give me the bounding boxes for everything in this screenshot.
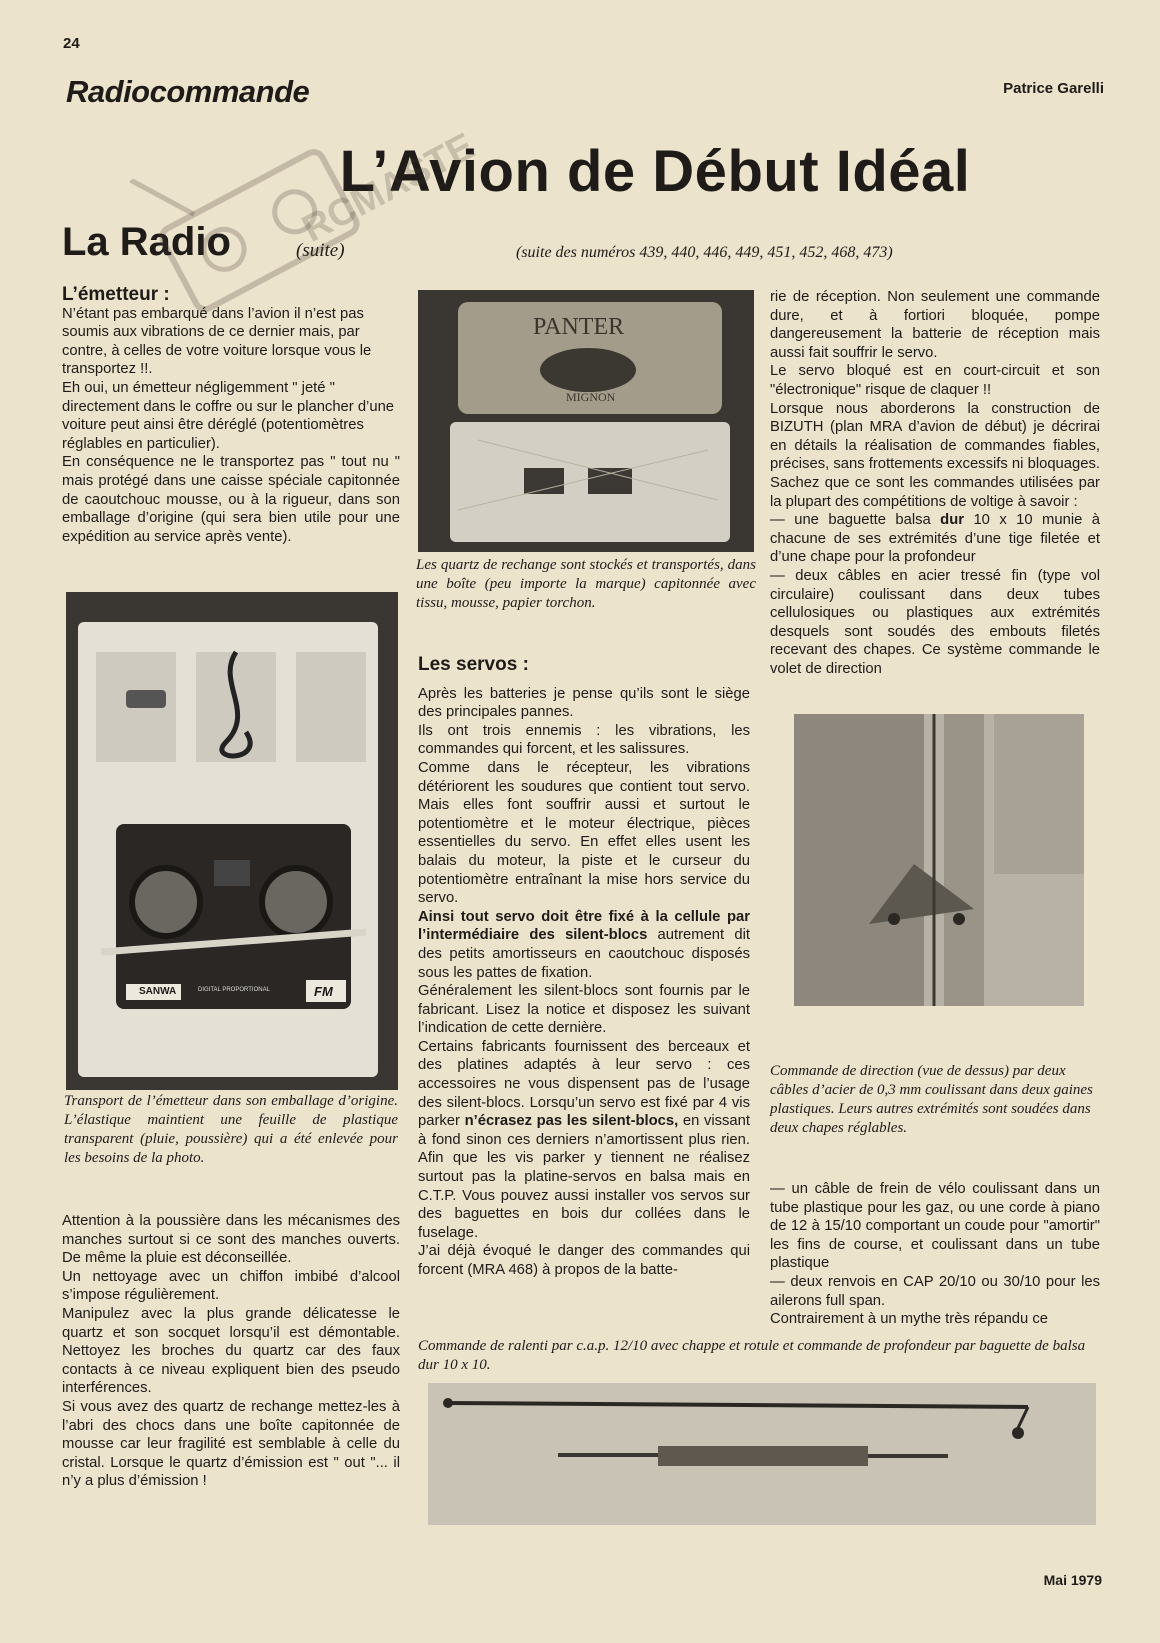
column-3-bottom [770,1180,1100,1329]
heading-servos: Les servos : [418,654,529,675]
transmitter-small-text: DIGITAL PROPORTIONAL [198,987,270,993]
rudder-photo-graphic [794,714,1084,1006]
transmitter-photo [66,592,398,1090]
tin-label-panter: PANTER [533,314,625,340]
watermark-text: RCMASTER.COM [295,65,508,251]
section-title: Radiocommande [66,74,310,109]
quartz-box-photo [418,290,754,552]
text: — une baguette balsa [770,512,941,529]
text: 10 x 10 munie à chacune de ses extrémités d’une tige filetée et d’une chape pour la profondeur [770,512,1100,566]
author: Patrice Garelli [1003,80,1104,97]
column-3-top [770,288,1100,678]
bold-text: dur [940,512,965,529]
column-1-bottom [62,1212,400,1491]
paragraph: Après les batteries je pense qu’ils sont le siège des principales pannes. [418,685,750,721]
heading-emetteur: L’émetteur : [62,284,170,305]
footer-date: Mai 1979 [1043,1572,1102,1588]
article-subtitle: La Radio [62,220,231,264]
tin-label-mignon: MIGNON [566,390,616,404]
rudder-photo [794,714,1084,1006]
bold-text: Ainsi tout servo doit être fixé à la cellule par l’intermédiaire des silent-blocs [418,908,750,944]
paragraph: Généralement les silent-blocs sont fournis par le fabricant. Lisez la notice et disposez les suivant l’indication de cette dernière. [418,983,750,1037]
article-title: L’Avion de Début Idéal [339,139,971,204]
paragraph: Un nettoyage avec un chiffon imbibé d’alcool s’impose régulièrement. [62,1268,400,1304]
bold-text: n’écrasez pas les silent-blocs, [464,1113,679,1130]
suite-label: (suite) [296,240,345,261]
paragraph: En conséquence ne le transportez pas " tout nu " mais protégé dans une caisse spéciale capitonnée de caoutchouc mousse, ou à la rigueur, dans son emballage d’origine (qui sera bien utile pour une expédition au service après vente). [62,454,400,545]
paragraph: Comme dans le récepteur, les vibrations détériorent les soudures que contient tout servo. Mais elles font souffrir aussi et surtout le potentiomètre et le moteur électrique, pièces essentielles du servo. En effet elles usent les balais du moteur, la piste et le curseur du potentiomètre entraînant la mise hors service du servo. [418,759,750,907]
text: autrement dit des petits amortisseurs en caoutchouc disposés sous les pattes de fixation. [418,927,750,981]
paragraph: N’étant pas embarqué dans l’avion il n’est pas soumis aux vibrations de ce dernier mais, par contre, à celles de votre voiture lorsque vous le transportez !!. [62,305,372,378]
list-item: — deux renvois en CAP 20/10 ou 30/10 pour les ailerons full span. [770,1273,1100,1309]
paragraph: Si vous avez des quartz de rechange mettez-les à l’abri des chocs dans une boîte capitonnée de mousse car leur fragilité est semblable à celle du cristal. Lorsque le quartz d’émission est " out "... il n’y a plus d’émission ! [62,1398,400,1490]
page-number: 24 [63,35,80,52]
transmitter-brand: SANWA [139,986,177,997]
paragraph [418,908,750,982]
text: en vissant à fond sinon ces derniers n’amortissent plus rien. Afin que les vis parker y tiennent ne réalisez surtout pas la platine-servos en balsa mais en C.T.P. Vous pouvez aussi installer vos servos sur des baguettes en bois dur collées dans le fuselage. [418,1113,751,1241]
caption-pushrods: Commande de ralenti par c.a.p. 12/10 avec chappe et rotule et commande de profondeur par baguette de balsa dur 10 x 10. [418,1338,1086,1373]
column-1-top [62,286,400,546]
paragraph: Lorsque nous aborderons la construction de BIZUTH (plan MRA d’avion de début) je décrirai en détails la réalisation de commandes fiables, précises, sans frottements excessifs ni bloquages. Sachez que ce sont les commandes utilisées par la plupart des compétitions de voltige à savoir : [770,400,1100,510]
list-item: — un câble de frein de vélo coulissant dans un tube plastique pour les gaz, ou une corde à piano de 12 à 15/10 comportant un coude pour "amortir" les fins de course, et coulissant dans un tube plastique [770,1181,1100,1272]
transmitter-photo-graphic [66,592,398,1090]
suite-numbers: (suite des numéros 439, 440, 446, 449, 451, 452, 468, 473) [516,244,893,261]
paragraph: Contrairement à un mythe très répandu ce [770,1311,1048,1328]
list-item: — deux câbles en acier tressé fin (type vol circulaire) coulissant dans deux tubes cellulosiques ou plastiques aux extrémités desquels sont soudés des embouts filetés recevant des chapes. Ce système commande le volet de direction [770,567,1100,677]
caption-transmitter: Transport de l’émetteur dans son emballage d’origine. L’élastique maintient une feuille de plastique transparent (pluie, poussière) qui a été enlevée pour les besoins de la photo. [64,1093,398,1166]
caption-quartz: Les quartz de rechange sont stockés et transportés, dans une boîte (peu importe la marque) capitonnée avec tissu, mousse, papier torchon. [416,557,756,611]
paragraph [418,1038,750,1243]
pushrods-photo-graphic [428,1383,1096,1525]
list-item [770,511,1100,567]
paragraph: rie de réception. Non seulement une commande dure, et à fortiori bloquée, pompe dangereusement la batterie de réception mais aussi fait souffrir le servo. [770,289,1100,361]
column-2-text [418,656,750,1280]
paragraph: J’ai déjà évoqué le danger des commandes qui forcent (MRA 468) à propos de la batte- [418,1243,750,1278]
pushrods-photo [428,1383,1096,1525]
paragraph: Manipulez avec la plus grande délicatesse le quartz et son socquet lorsqu’il est démontable. Nettoyez les broches du quartz car des faux contacts à ce niveau expliquent bien des pseudo interférences. [62,1305,400,1397]
transmitter-badge: FM [314,984,333,999]
caption-rudder: Commande de direction (vue de dessus) par deux câbles d’acier de 0,3 mm coulissant dans deux gaines plastiques. Leurs autres extrémités sont soudées dans deux chapes réglables. [770,1063,1093,1136]
paragraph: Ils ont trois ennemis : les vibrations, les commandes qui forcent, et les salissures. [418,722,750,758]
paragraph: Le servo bloqué est en court-circuit et son "électronique" risque de claquer !! [770,363,1100,398]
text: Certains fabricants fournissent des berceaux et des platines adaptés à leur servo : ces accessoires ne vous dispensent pas de l’usage des silent-blocs. Lorsqu’un servo est fixé par 4 vis parker [418,1038,750,1130]
paragraph: Eh oui, un émetteur négligemment " jeté " directement dans le coffre ou sur le plancher d’une voiture peut ainsi être déréglé (potentiomètres réglables en particulier). [62,379,395,452]
paragraph: Attention à la poussière dans les mécanismes des manches surtout si ce sont des manches ouverts. De même la pluie est déconseillée. [62,1213,400,1267]
